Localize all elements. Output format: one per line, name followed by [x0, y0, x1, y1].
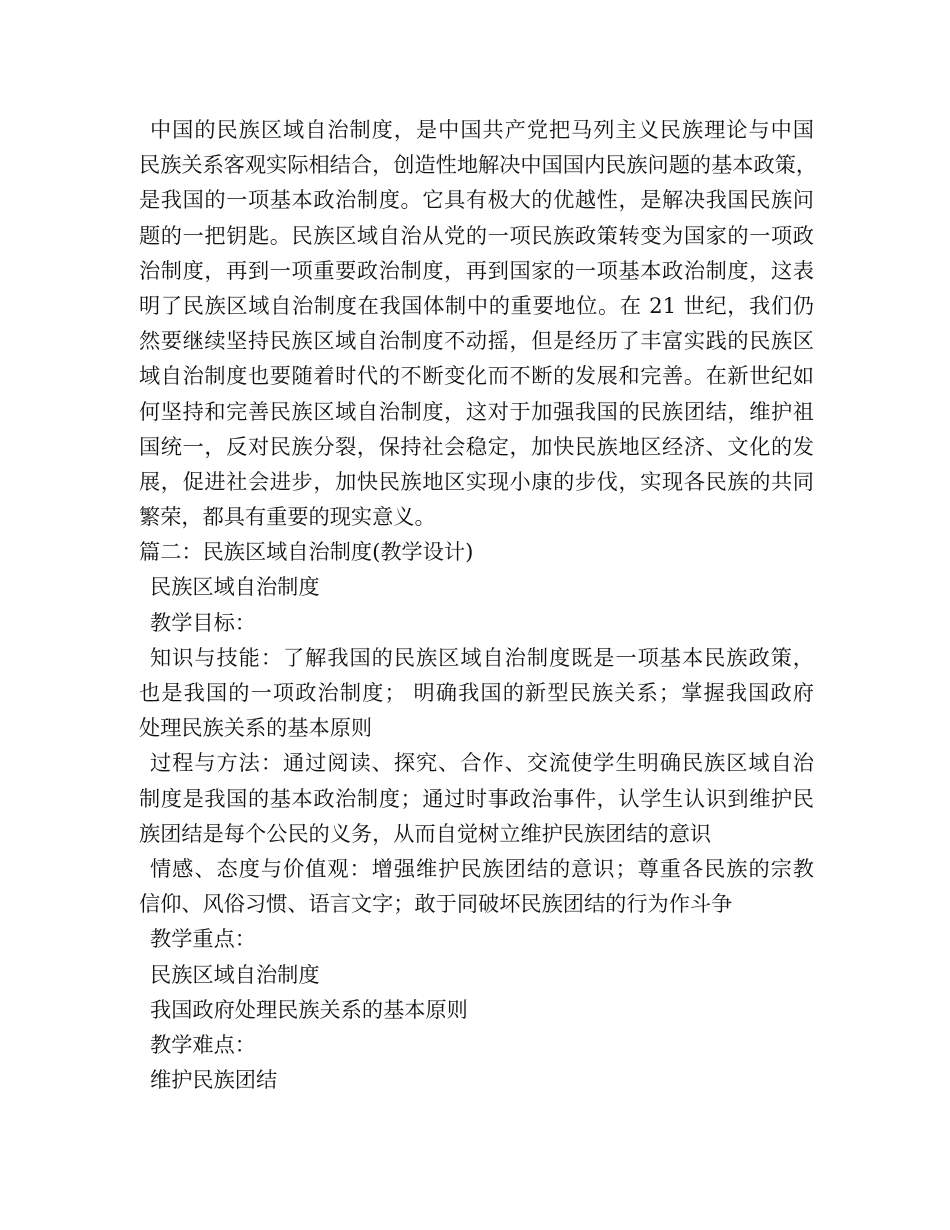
- text-line: 是我国的一项基本政治制度。它具有极大的优越性，是解决我国民族问: [139, 187, 814, 213]
- section-heading: 篇二：民族区域自治制度(教学设计): [139, 539, 474, 565]
- text-line: 然要继续坚持民族区域自治制度不动摇，但是经历了丰富实践的民族区: [139, 328, 814, 354]
- text-line: 题的一把钥匙。民族区域自治从党的一项民族政策转变为国家的一项政: [139, 222, 814, 248]
- text-line: 情感、态度与价值观：增强维护民族团结的意识；尊重各民族的宗教: [150, 855, 814, 881]
- text-line: 明了民族区域自治制度在我国体制中的重要地位。在 21 世纪，我们仍: [139, 292, 814, 318]
- text-line: 域自治制度也要随着时代的不断变化而不断的发展和完善。在新世纪如: [139, 363, 814, 389]
- text-line: 国统一，反对民族分裂，保持社会稳定，加快民族地区经济、文化的发: [139, 433, 814, 459]
- text-line: 族团结是每个公民的义务，从而自觉树立维护民族团结的意识: [139, 820, 712, 846]
- text-line: 过程与方法：通过阅读、探究、合作、交流使学生明确民族区域自治: [150, 750, 814, 776]
- document-body: [139, 112, 818, 1097]
- text-line: 教学难点：: [150, 1031, 256, 1057]
- text-line: 中国的民族区域自治制度，是中国共产党把马列主义民族理论与中国: [150, 117, 814, 142]
- text-line: 教学重点：: [150, 926, 256, 952]
- text-line: 知识与技能：了解我国的民族区域自治制度既是一项基本民族政策，: [150, 644, 814, 670]
- text-line: 民族区域自治制度: [150, 574, 320, 600]
- text-line: 处理民族关系的基本原则: [139, 715, 373, 741]
- text-line: 繁荣，都具有重要的现实意义。: [139, 504, 436, 530]
- text-line: 治制度，再到一项重要政治制度，再到国家的一项基本政治制度，这表: [139, 257, 814, 283]
- text-line: 何坚持和完善民族区域自治制度，这对于加强我国的民族团结，维护祖: [139, 398, 814, 424]
- text-line: 教学目标：: [150, 609, 256, 635]
- text-line: 展，促进社会进步，加快民族地区实现小康的步伐，实现各民族的共同: [139, 468, 814, 494]
- text-line: 信仰、风俗习惯、语言文字；敢于同破坏民族团结的行为作斗争: [139, 891, 733, 917]
- text-line: 我国政府处理民族关系的基本原则: [150, 996, 468, 1022]
- text-line: 也是我国的一项政治制度； 明确我国的新型民族关系；掌握我国政府: [139, 680, 814, 705]
- text-line: 制度是我国的基本政治制度；通过时事政治事件，认学生认识到维护民: [139, 785, 814, 811]
- text-line: 民族区域自治制度: [150, 961, 320, 987]
- text-line: 民族关系客观实际相结合，创造性地解决中国国内民族问题的基本政策，: [139, 152, 818, 178]
- text-line: 维护民族团结: [150, 1067, 278, 1093]
